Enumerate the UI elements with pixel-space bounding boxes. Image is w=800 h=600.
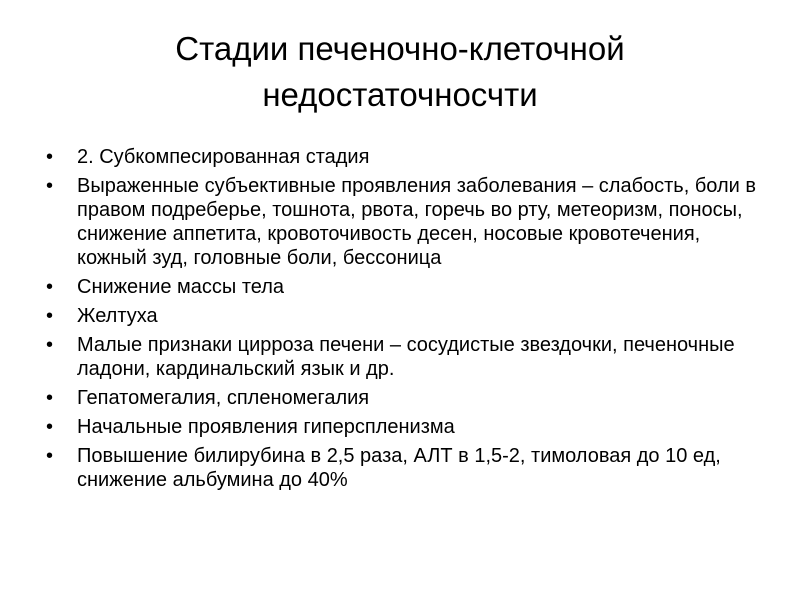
- bullet-item: [46, 174, 756, 270]
- slide-title-line-2: недостаточносчти: [262, 76, 538, 113]
- bullet-item: [46, 444, 756, 492]
- bullet-dot-icon: •: [46, 305, 54, 327]
- bullet-text: Желтуха: [77, 305, 158, 327]
- bullet-text: Выраженные субъективные проявления заболевания – слабость, боли в правом подреберье, тошнота, рвота, горечь во рту, метеоризм, поносы, снижение аппетита, кровоточивость десен, носовые кровотечения, кожный зуд, головные боли, бессоница: [77, 175, 757, 269]
- bullet-item: [46, 145, 756, 169]
- bullet-item: [46, 333, 756, 381]
- bullet-text: 2. Субкомпесированная стадия: [77, 146, 370, 168]
- bullet-dot-icon: •: [46, 334, 54, 356]
- bullet-dot-icon: •: [46, 416, 54, 438]
- bullet-text: Гепатомегалия, спленомегалия: [77, 387, 370, 409]
- bullet-dot-icon: •: [46, 387, 54, 409]
- bullet-dot-icon: •: [46, 146, 54, 168]
- bullet-item: [46, 386, 756, 410]
- bullet-item: [46, 304, 756, 328]
- bullet-dot-icon: •: [46, 276, 54, 298]
- slide-title-line-1: Стадии печеночно-клеточной: [175, 30, 625, 67]
- slide-title: [60, 26, 740, 118]
- bullet-text: Начальные проявления гиперспленизма: [77, 416, 455, 438]
- bullet-text: Снижение массы тела: [77, 276, 285, 298]
- bullet-text: Повышение билирубина в 2,5 раза, АЛТ в 1,5-2, тимоловая до 10 ед, снижение альбумина до 40%: [77, 445, 721, 491]
- bullet-dot-icon: •: [46, 445, 54, 467]
- bullet-text: Малые признаки цирроза печени – сосудистые звездочки, печеночные ладони, кардинальский язык и др.: [77, 334, 735, 380]
- bullet-dot-icon: •: [46, 175, 54, 197]
- bullet-item: [46, 415, 756, 439]
- bullet-item: [46, 275, 756, 299]
- bullet-list: [46, 145, 756, 497]
